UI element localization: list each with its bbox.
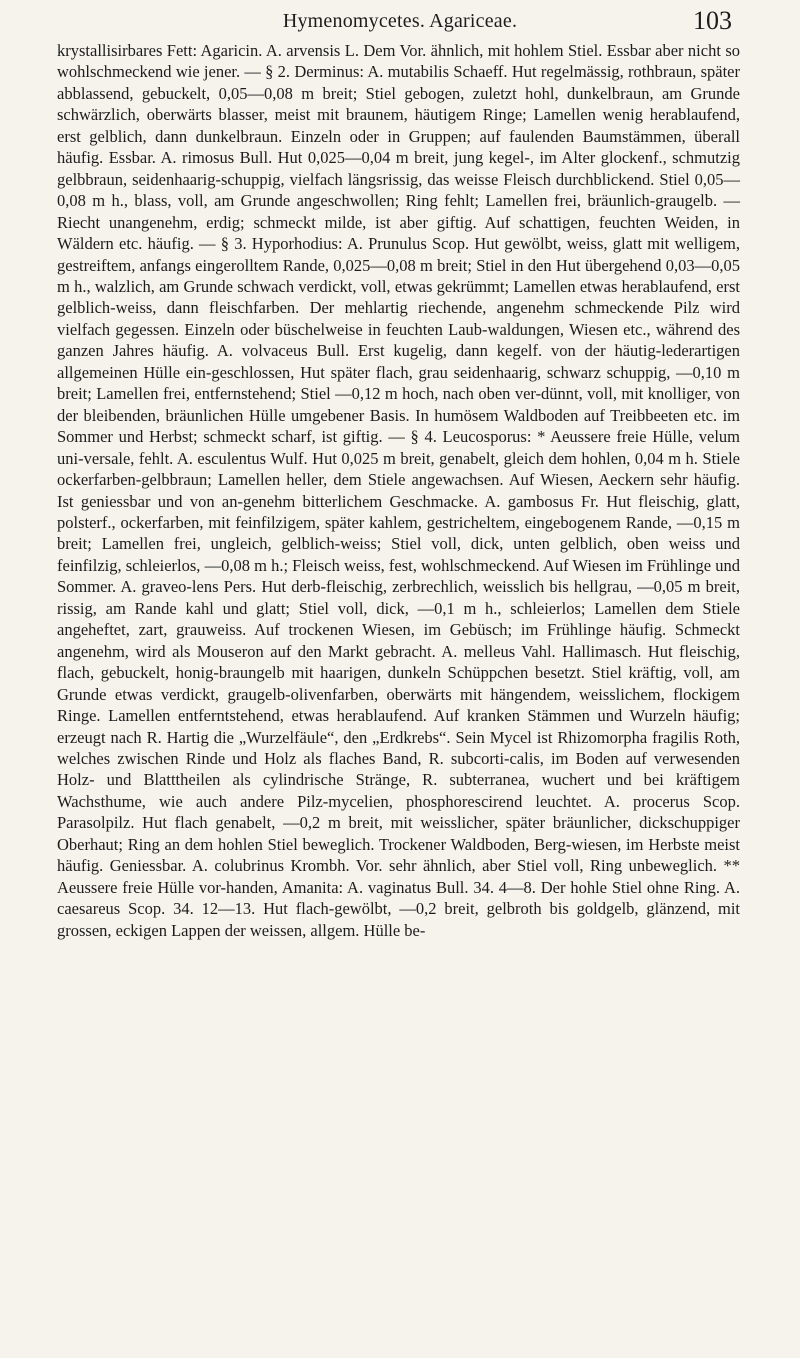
body-text: krystallisirbares Fett: Agaricin. A. arvensis L. Dem Vor. ähnlich, mit hohlem Stiel. Essbar aber nicht so wohlschmeckend wie jener. — § 2. Derminus: A. mutabilis Schaeff. Hut regelmässig, rothbraun, später abblassend, gebuckelt, 0,05—0,08 m breit; Stiel gebogen, zuletzt hohl, dunkelbraun, am Grunde schwärzlich, oberwärts blasser, meist mit braunem, häutigem Ringe; Lamellen wenig herablaufend, erst gelblich, dann dunkelbraun. Einzeln oder in Gruppen; auf faulenden Baumstämmen, überall häufig. Essbar. A. rimosus Bull. Hut 0,025—0,04 m breit, jung kegel-, im Alter glockenf., schmutzig gelbbraun, seidenhaarig-schuppig, vielfach längsrissig, das weisse Fleisch durchblickend. Stiel 0,05—0,08 m h., blass, voll, am Grunde angeschwollen; Ring fehlt; Lamellen frei, bräunlich-graugelb. — Riecht unangenehm, erdig; schmeckt milde, ist aber giftig. Auf schattigen, feuchten Weiden, in Wäldern etc. häufig. — § 3. Hyporhodius: A. Prunulus Scop. Hut gewölbt, weiss, glatt mit welligem, gestreiftem, anfangs eingerolltem Rande, 0,025—0,08 m breit; Stiel in den Hut übergehend 0,03—0,05 m h., walzlich, am Grunde schwach verdickt, voll, etwas gekrümmt; Lamellen etwas herablaufend, erst gelblich-weiss, dann fleischfarben. Der mehlartig riechende, angenehm schmeckende Pilz wird vielfach gegessen. Einzeln oder büschelweise in feuchten Laub-waldungen, Wiesen etc., während des ganzen Jahres häufig. A. volvaceus Bull. Erst kugelig, dann kegelf. von der häutig-lederartigen allgemeinen Hülle ein-geschlossen, Hut später flach, grau seidenhaarig, schwarz schuppig, —0,10 m breit; Lamellen frei, entfernstehend; Stiel —0,12 m hoch, nach oben ver-dünnt, voll, mit knolliger, von der bleibenden, bräunlichen Hülle umgebener Basis. In humösem Waldboden auf Treibbeeten etc. im Sommer und Herbst; schmeckt scharf, ist giftig. — § 4. Leucosporus: * Aeussere freie Hülle, velum uni-versale, fehlt. A. esculentus Wulf. Hut 0,025 m breit, genabelt, gleich dem hohlen, 0,04 m h. Stiele ockerfarben-gelbbraun; Lamellen heller, dem Stiele angewachsen. Auf Wiesen, Aeckern sehr häufig. Ist geniessbar und von an-genehm bitterlichem Geschmacke. A. gambosus Fr. Hut fleischig, glatt, polsterf., ockerfarben, mit feinfilzigem, später kahlem, gestricheltem, eingebogenem Rande, —0,15 m breit; Lamellen frei, ungleich, gelblich-weiss; Stiel voll, dick, unten gelblich, oben weiss und feinfilzig, schleierlos, —0,08 m h.; Fleisch weiss, fest, wohlschmeckend. Auf Wiesen im Frühlinge und Sommer. A. graveo-lens Pers. Hut derb-fleischig, zerbrechlich, weisslich bis hellgrau, —0,05 m breit, rissig, am Rande kahl und glatt; Stiel voll, dick, —0,1 m h., schleierlos; Lamellen dem Stiele angeheftet, zart, grauweiss. Auf trockenen Wiesen, im Gebüsch; im Frühlinge häufig. Schmeckt angenehm, wird als Mouseron auf den Markt gebracht. A. melleus Vahl. Hallimasch. Hut fleischig, flach, gebuckelt, honig-braungelb mit haarigen, dunkeln Schüppchen besetzt. Stiel kräftig, voll, am Grunde etwas verdickt, graugelb-olivenfarben, oberwärts mit hängendem, weisslichem, flockigem Ringe. Lamellen entferntstehend, etwas herablaufend. Auf kranken Stämmen und Wurzeln häufig; erzeugt nach R. Hartig die „Wurzelfäule“, den „Erdkrebs“. Sein Mycel ist Rhizomorpha fragilis Roth, welches zwischen Rinde und Holz als flaches Band, R. subcorti-calis, im Boden auf verwesenden Holz- und Blatttheilen als cylindrische Stränge, R. subterranea, wuchert und bei kräftigem Wachsthume, wie auch andere Pilz-mycelien, phosphorescirend leuchtet. A. procerus Scop. Parasolpilz. Hut flach genabelt, —0,2 m breit, mit weisslicher, später bräunlicher, dickschuppiger Oberhaut; Ring an dem hohlen Stiel beweglich. Trockener Waldboden, Berg-wiesen, im Herbste meist häufig. Geniessbar. A. colubrinus Krombh. Vor. sehr ähnlich, aber Stiel voll, Ring unbeweglich. ** Aeussere freie Hülle vor-handen, Amanita: A. vaginatus Bull. 34. 4—8. Der hohle Stiel ohne Ring. A. caesareus Scop. 34. 12—13. Hut flach-gewölbt, —0,2 breit, gelbroth bis goldgelb, glänzend, mit grossen, eckigen Lappen der weissen, allgem. Hülle be- (57, 41, 740, 940)
page-number: 103 (693, 6, 732, 35)
page-header (58, 4, 742, 40)
running-head: Hymenomycetes. Agariceae. (282, 10, 518, 32)
